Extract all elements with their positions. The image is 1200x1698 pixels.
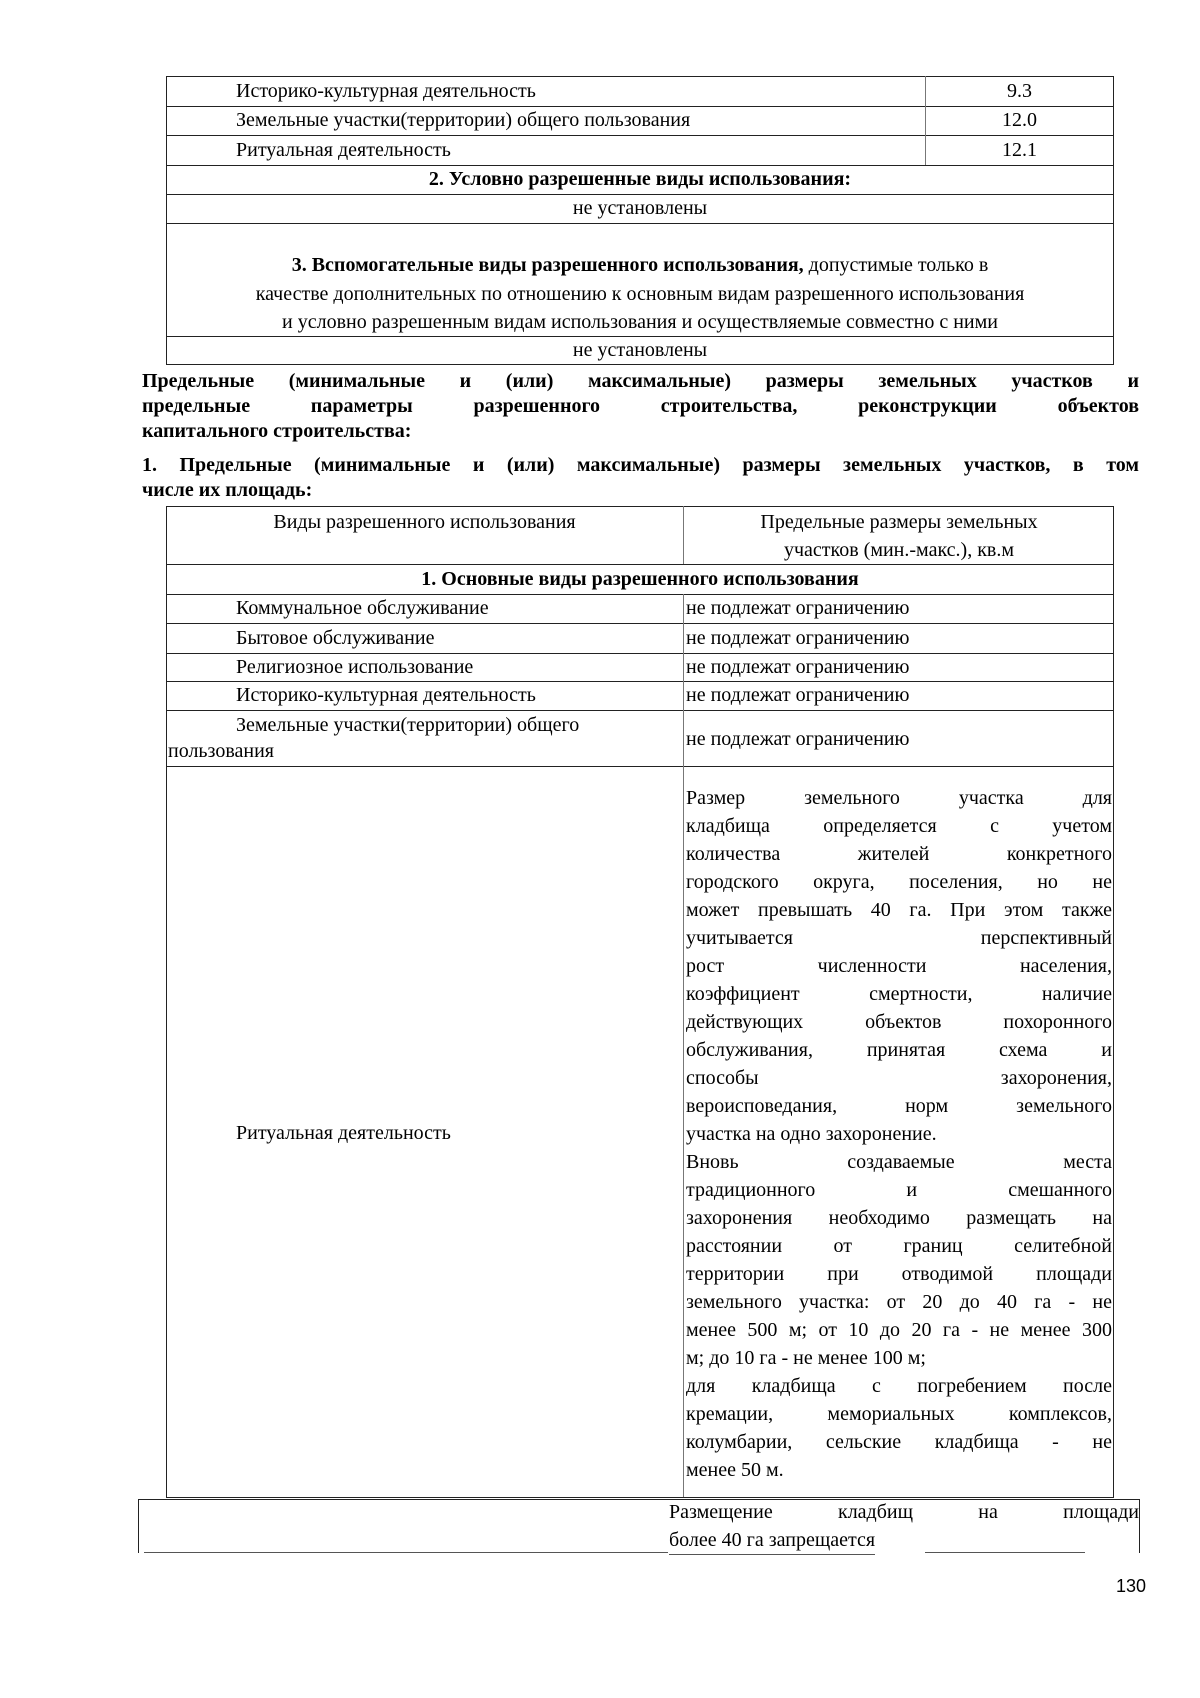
text-line: обслуживания, принятая схема и (686, 1039, 1112, 1061)
column-header: участков (мин.-макс.), кв.м (783, 539, 1015, 561)
table-row-code: 12.1 (1002, 139, 1037, 161)
section-title-rest: допустимые только в (803, 254, 989, 276)
text-line: кремации, мемориальных комплексов, (686, 1403, 1112, 1425)
divider (144, 1552, 668, 1553)
text-line: земельного участка: от 20 до 40 га - не (686, 1291, 1112, 1313)
text-line: м; до 10 га - не менее 100 м; (686, 1347, 926, 1369)
table-row-code: 12.0 (1002, 109, 1037, 131)
table-row-name: Бытовое обслуживание (236, 627, 435, 649)
column-header: Предельные размеры земельных (760, 511, 1038, 533)
heading-line: Предельные (минимальные и (или) максимальные) размеры земельных участков и (142, 370, 1139, 392)
text-line: для кладбища с погребением после (686, 1375, 1112, 1397)
divider (166, 766, 1114, 767)
divider (166, 223, 1114, 224)
table-row-value: не подлежат ограничению (686, 627, 910, 649)
text-line: менее 50 м. (686, 1459, 784, 1481)
section-title-bold: 3. Вспомогательные виды разрешенного использования, (291, 254, 804, 276)
text-line: способы захоронения, (686, 1067, 1112, 1089)
text-line: действующих объектов похоронного (686, 1011, 1112, 1033)
text-line: захоронения необходимо размещать на (686, 1207, 1112, 1229)
section-value: не установлены (572, 339, 708, 361)
divider (683, 594, 684, 1497)
heading-limits (142, 369, 1139, 444)
text-line: вероисповедания, норм земельного (686, 1095, 1112, 1117)
divider (1113, 506, 1114, 1497)
table-row-name: Коммунальное обслуживание (236, 597, 489, 619)
table-row-code: 9.3 (1007, 80, 1032, 102)
text-line: может превышать 40 га. При этом также (686, 899, 1112, 921)
text-line: количества жителей конкретного (686, 843, 1112, 865)
column-header: Виды разрешенного использования (273, 511, 576, 533)
divider (138, 1499, 139, 1553)
table-row-name: Ритуальная деятельность (236, 1122, 451, 1144)
heading-line: 1. Предельные (минимальные и (или) максимальные) размеры земельных участков, в том (142, 454, 1139, 476)
text-line: колумбарии, сельские кладбища - не (686, 1431, 1112, 1453)
section-title: 2. Условно разрешенные виды использования: (428, 168, 852, 190)
text-line: рост численности населения, (686, 955, 1112, 977)
table-row-name: Земельные участки(территории) общего пользования (236, 109, 691, 131)
section-text: и условно разрешенным видам использования и осуществляемые совместно с ними (282, 311, 998, 333)
section-value: не установлены (572, 197, 708, 219)
divider (925, 1552, 1085, 1553)
text-line: расстоянии от границ селитебной (686, 1235, 1112, 1257)
section-title: 1. Основные виды разрешенного использования (421, 568, 859, 590)
table-row-name: Ритуальная деятельность (236, 139, 451, 161)
page-number: 130 (1116, 1576, 1147, 1596)
table-row-name: Земельные участки(территории) общего (236, 714, 580, 736)
section-text: качестве дополнительных по отношению к основным видам разрешенного использования (255, 283, 1025, 305)
table-row-value: не подлежат ограничению (686, 728, 910, 750)
text-line: Вновь создаваемые места (686, 1151, 1112, 1173)
table-row-name: Историко-культурная деятельность (236, 80, 536, 102)
text-line: Размер земельного участка для (686, 787, 1112, 809)
ritual-requirements-text (686, 784, 1112, 1484)
table-row-name: пользования (168, 740, 274, 762)
heading-line: числе их площадь: (142, 479, 313, 501)
text-line: менее 500 м; от 10 до 20 га - не менее 300 (686, 1319, 1112, 1341)
table-row-name: Религиозное использование (236, 656, 474, 678)
continued-text: более 40 га запрещается (669, 1526, 875, 1555)
continued-text: Размещение кладбищ на площади (669, 1501, 1139, 1523)
table-row-value: не подлежат ограничению (686, 684, 910, 706)
table-row-value: не подлежат ограничению (686, 656, 910, 678)
text-line: кладбища определяется с учетом (686, 815, 1112, 837)
text-line: коэффициент смертности, наличие (686, 983, 1112, 1005)
table-row-name: Историко-культурная деятельность (236, 684, 536, 706)
heading-line: предельные параметры разрешенного строительства, реконструкции объектов (142, 395, 1139, 417)
table-row-value: не подлежат ограничению (686, 597, 910, 619)
text-line: территории при отводимой площади (686, 1263, 1112, 1285)
divider (166, 506, 1114, 507)
divider (166, 506, 167, 1497)
text-line: участка на одно захоронение. (686, 1123, 937, 1145)
section-title (166, 251, 1114, 280)
divider (1139, 1499, 1140, 1553)
text-line: городского округа, поселения, но не (686, 871, 1112, 893)
heading-line: капитального строительства: (142, 420, 412, 442)
text-line: учитывается перспективный (686, 927, 1112, 949)
heading-plot-sizes (142, 453, 1139, 503)
text-line: традиционного и смешанного (686, 1179, 1112, 1201)
